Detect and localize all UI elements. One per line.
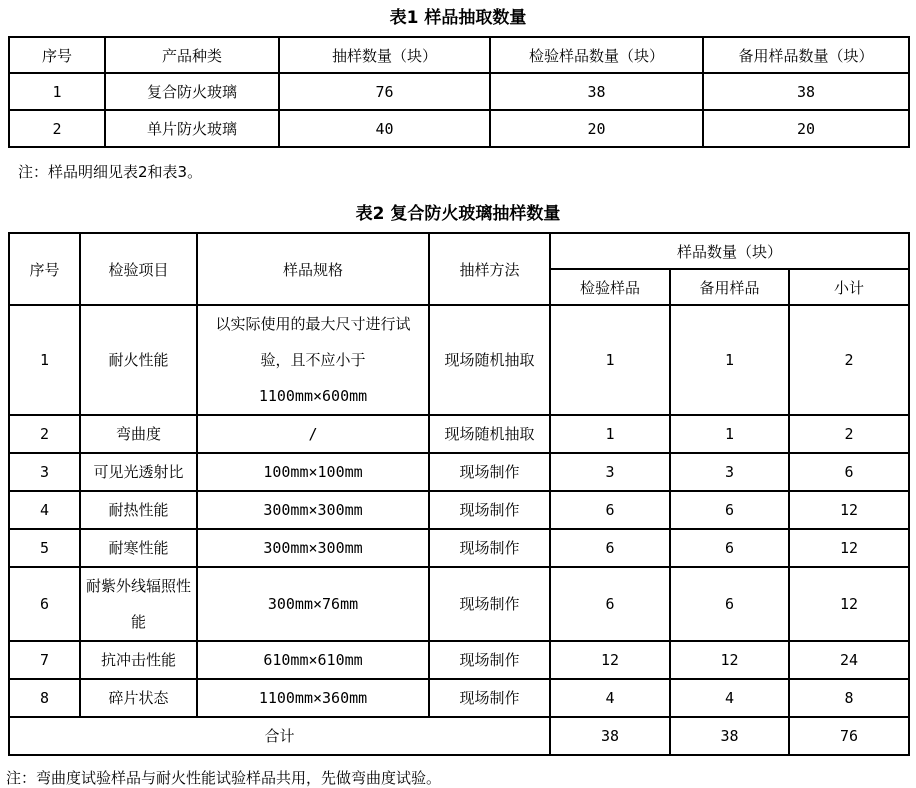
cell-spec: 300mm×300mm (197, 529, 429, 567)
cell-item: 可见光透射比 (80, 453, 197, 491)
table2-note: 注：弯曲度试验样品与耐火性能试验样品共用，先做弯曲度试验。 (6, 769, 442, 787)
table2 (8, 232, 910, 756)
table-row (9, 641, 909, 679)
cell-total-label: 合计 (9, 717, 550, 755)
cell-spare-sample: 1 (670, 415, 789, 453)
cell-seq: 4 (9, 491, 80, 529)
cell-method: 现场制作 (429, 453, 550, 491)
cell-spare-sample: 6 (670, 529, 789, 567)
table1-note: 注：样品明细见表2和表3。 (18, 163, 203, 181)
cell-total-subtotal: 76 (789, 717, 909, 755)
cell-item: 耐紫外线辐照性能 (80, 567, 197, 641)
header-cell-spare-qty: 备用样品数量（块） (703, 37, 909, 73)
cell-item: 抗冲击性能 (80, 641, 197, 679)
cell-spec: / (197, 415, 429, 453)
header-cell-subtotal: 小计 (789, 269, 909, 305)
cell-method: 现场制作 (429, 679, 550, 717)
table-row (9, 453, 909, 491)
cell-spare-qty: 20 (703, 110, 909, 147)
cell-test-qty: 38 (490, 73, 703, 110)
cell-seq: 7 (9, 641, 80, 679)
cell-seq: 1 (9, 305, 80, 415)
cell-method: 现场随机抽取 (429, 305, 550, 415)
cell-product: 单片防火玻璃 (105, 110, 279, 147)
header-cell-seq: 序号 (9, 37, 105, 73)
cell-total-spare-sample: 38 (670, 717, 789, 755)
cell-spec: 100mm×100mm (197, 453, 429, 491)
cell-test-sample: 6 (550, 491, 670, 529)
table-row (9, 491, 909, 529)
cell-spec: 610mm×610mm (197, 641, 429, 679)
cell-test-sample: 3 (550, 453, 670, 491)
cell-spec: 300mm×76mm (197, 567, 429, 641)
table2-header-row-1 (9, 233, 909, 269)
cell-method: 现场制作 (429, 641, 550, 679)
cell-seq: 1 (9, 73, 105, 110)
cell-test-sample: 6 (550, 567, 670, 641)
cell-product: 复合防火玻璃 (105, 73, 279, 110)
cell-method: 现场随机抽取 (429, 415, 550, 453)
cell-spare-sample: 1 (670, 305, 789, 415)
cell-test-sample: 4 (550, 679, 670, 717)
cell-spare-sample: 3 (670, 453, 789, 491)
cell-seq: 2 (9, 110, 105, 147)
cell-seq: 6 (9, 567, 80, 641)
cell-seq: 2 (9, 415, 80, 453)
cell-subtotal: 12 (789, 529, 909, 567)
header-cell-item: 检验项目 (80, 233, 197, 305)
cell-item: 弯曲度 (80, 415, 197, 453)
cell-test-sample: 1 (550, 305, 670, 415)
header-cell-spare-sample: 备用样品 (670, 269, 789, 305)
cell-spare-sample: 12 (670, 641, 789, 679)
cell-spare-qty: 38 (703, 73, 909, 110)
table-row (9, 415, 909, 453)
cell-item: 耐火性能 (80, 305, 197, 415)
cell-subtotal: 2 (789, 305, 909, 415)
header-cell-test-qty: 检验样品数量（块） (490, 37, 703, 73)
table-row (9, 679, 909, 717)
table-row (9, 567, 909, 641)
table-row (9, 73, 909, 110)
cell-seq: 3 (9, 453, 80, 491)
table1-header-row (9, 37, 909, 73)
table1-title: 表1 样品抽取数量 (389, 8, 527, 28)
table-row (9, 305, 909, 415)
cell-spec: 300mm×300mm (197, 491, 429, 529)
table1 (8, 36, 910, 148)
cell-spec: 1100mm×360mm (197, 679, 429, 717)
cell-subtotal: 24 (789, 641, 909, 679)
cell-subtotal: 8 (789, 679, 909, 717)
cell-method: 现场制作 (429, 567, 550, 641)
cell-item: 碎片状态 (80, 679, 197, 717)
header-cell-method: 抽样方法 (429, 233, 550, 305)
cell-test-sample: 6 (550, 529, 670, 567)
cell-subtotal: 2 (789, 415, 909, 453)
cell-sample-qty: 76 (279, 73, 490, 110)
cell-subtotal: 12 (789, 491, 909, 529)
cell-test-qty: 20 (490, 110, 703, 147)
cell-spare-sample: 6 (670, 567, 789, 641)
cell-spec: 以实际使用的最大尺寸进行试验，且不应小于1100mm×600mm (197, 305, 429, 415)
header-cell-product: 产品种类 (105, 37, 279, 73)
cell-seq: 5 (9, 529, 80, 567)
cell-method: 现场制作 (429, 529, 550, 567)
header-cell-sample-qty: 抽样数量（块） (279, 37, 490, 73)
table2-total-row (9, 717, 909, 755)
table2-title: 表2 复合防火玻璃抽样数量 (355, 204, 561, 224)
cell-subtotal: 12 (789, 567, 909, 641)
table-row (9, 529, 909, 567)
header-cell-seq: 序号 (9, 233, 80, 305)
table-row (9, 110, 909, 147)
cell-sample-qty: 40 (279, 110, 490, 147)
header-cell-quantity-group: 样品数量（块） (550, 233, 909, 269)
cell-item: 耐热性能 (80, 491, 197, 529)
cell-seq: 8 (9, 679, 80, 717)
header-cell-spec: 样品规格 (197, 233, 429, 305)
header-cell-test-sample: 检验样品 (550, 269, 670, 305)
cell-subtotal: 6 (789, 453, 909, 491)
cell-spare-sample: 4 (670, 679, 789, 717)
cell-test-sample: 1 (550, 415, 670, 453)
cell-method: 现场制作 (429, 491, 550, 529)
cell-spare-sample: 6 (670, 491, 789, 529)
cell-item: 耐寒性能 (80, 529, 197, 567)
cell-total-test-sample: 38 (550, 717, 670, 755)
cell-test-sample: 12 (550, 641, 670, 679)
